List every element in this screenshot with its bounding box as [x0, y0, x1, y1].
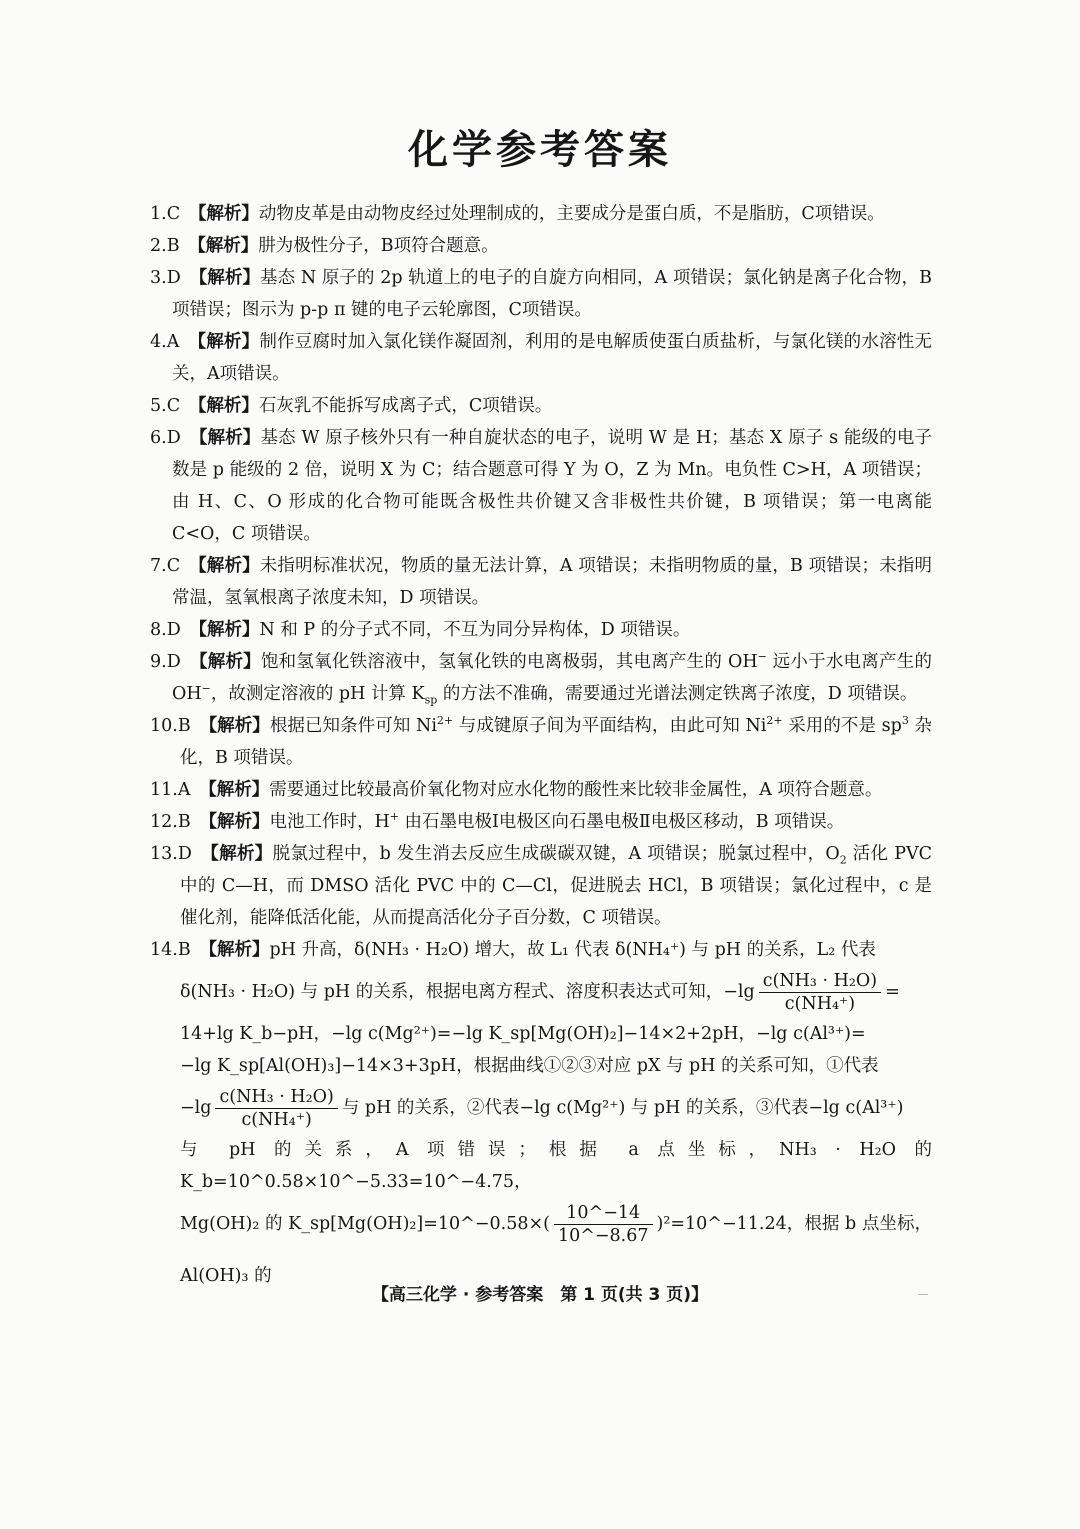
answer-9: 9.D 【解析】饱和氢氧化铁溶液中，氢氧化铁的电离极弱，其电离产生的 OH− 远小于水电离产生的 OH−，故测定溶液的 pH 计算 $K_{sp}$ 的方法不准确，需要通过光谱法测定铁离子浓度，D 项错误。 [150, 650, 933, 707]
answer-4: 4.A 【解析】制作豆腐时加入氯化镁作凝固剂，利用的是电解质使蛋白质盐析，与氯化镁的水溶性无关，A项错误。 [150, 332, 933, 384]
answer-14-line-1: 14.B 【解析】pH 升高，δ(NH₃ · H₂O) 增大，故 L₁ 代表 δ(NH₄⁺) 与 pH 的关系，L₂ 代表 [150, 940, 876, 960]
answer-14 [150, 934, 932, 1302]
page-footer: 【高三化学 · 参考答案 第 1 页(共 3 页)】 [371, 1285, 709, 1305]
page-title: 化学参考答案 [408, 127, 672, 173]
fraction-nh3-over-nh4: $\frac{\text{c(NH₃ · H₂O)}}{\text{c(NH₄⁺)}}$ [759, 970, 881, 1015]
answer-3: 3.D 【解析】基态 N 原子的 2p 轨道上的电子的自旋方向相同，A 项错误；氯化钠是离子化合物，B项错误；图示为 p-p π 键的电子云轮廓图，C项错误。 [150, 268, 933, 320]
answer-1: 1.C 【解析】动物皮革是由动物皮经过处理制成的，主要成分是蛋白质，不是脂肪，C项错误。 [150, 204, 885, 224]
answer-2: 2.B 【解析】肼为极性分子，B项符合题意。 [150, 236, 499, 256]
answer-11: 11.A 【解析】需要通过比较最高价氧化物对应水化物的酸性来比较非金属性，A 项符合题意。 [150, 780, 883, 800]
answer-8: 8.D 【解析】N 和 P 的分子式不同，不互为同分异构体，D 项错误。 [150, 620, 691, 640]
answer-13: 13.D 【解析】脱氯过程中，b 发生消去反应生成碳碳双键，A 项错误；脱氯过程中，$O_2$ 活化 PVC 中的 C—H，而 DMSO 活化 PVC 中的 C—Cl，促进脱去 HCl，B 项错误；氯化过程中，c 是催化剂，能降低活化能，从而提高活化分子百分数，C 项错误。 [150, 844, 933, 928]
answer-5: 5.C 【解析】石灰乳不能拆写成离子式，C项错误。 [150, 396, 553, 416]
answer-14-line-2: δ(NH₃ · H₂O) 与 pH 的关系，根据电离方程式、溶度积表达式可知，−lg $\frac{\text{c(NH₃ · H₂O)}}{\text{c(NH₄⁺)}}$ = [180, 971, 900, 1014]
fraction-nh3-over-nh4-2: $\frac{\text{c(NH₃ · H₂O)}}{\text{c(NH₄⁺)}}$ [215, 1086, 337, 1131]
scan-mark [918, 1294, 928, 1295]
answer-12: 12.B 【解析】电池工作时，H+ 由石墨电极Ⅰ电极区向石墨电极Ⅱ电极区移动，B 项错误。 [150, 810, 845, 832]
answer-14-line-5: −lg $\frac{\text{c(NH₃ · H₂O)}}{\text{c(NH₄⁺)}}$ 与 pH 的关系，②代表−lg c(Mg²⁺) 与 pH 的关系，③代表−lg c(Al³⁺) [180, 1087, 904, 1130]
answer-6: 6.D 【解析】基态 W 原子核外只有一种自旋状态的电子，说明 W 是 H；基态 X 原子 s 能级的电子数是 p 能级的 2 倍，说明 X 为 C；结合题意可得 Y 为 O，Z 为 Mn。电负性 C>H，A 项错误；由 H、C、O 形成的化合物可能既含极性共价键又含非极性共价键，B 项错误；第一电离能 C<O，C 项错误。 [150, 428, 933, 544]
fraction-oh-conc: $\frac{10\^{}-14}{10\^{}-8.67}$ [554, 1202, 653, 1247]
answer-14-line-6: 与 pH 的关系，A 项错误；根据 a 点坐标，NH₃ · H₂O 的 K_b=10^0.58×10^−5.33=10^−4.75， [180, 1140, 932, 1192]
answer-14-line-7: Mg(OH)₂ 的 K_sp[Mg(OH)₂]=10^−0.58×( $\frac{10\^{}-14}{10\^{}-8.67}$ )²=10^−11.24，根据 b 点坐标，Al(OH)₃ 的 [180, 1203, 932, 1286]
answer-7: 7.C 【解析】未指明标准状况，物质的量无法计算，A 项错误；未指明物质的量，B 项错误；未指明常温，氢氧根离子浓度未知，D 项错误。 [150, 556, 933, 608]
answer-14-line-4: −lg K_sp[Al(OH)₃]−14×3+3pH，根据曲线①②③对应 pX 与 pH 的关系可知，①代表 [180, 1056, 879, 1076]
answer-10: 10.B 【解析】根据已知条件可知 $Ni^{2+}$ 与成键原子间为平面结构，由此可知 $Ni^{2+}$ 采用的不是 $sp^3$ 杂化，B 项错误。 [150, 714, 932, 768]
answer-14-line-3: 14+lg K_b−pH，−lg c(Mg²⁺)=−lg K_sp[Mg(OH)₂]−14×2+2pH，−lg c(Al³⁺)= [180, 1024, 866, 1044]
answer-list [150, 198, 932, 1302]
